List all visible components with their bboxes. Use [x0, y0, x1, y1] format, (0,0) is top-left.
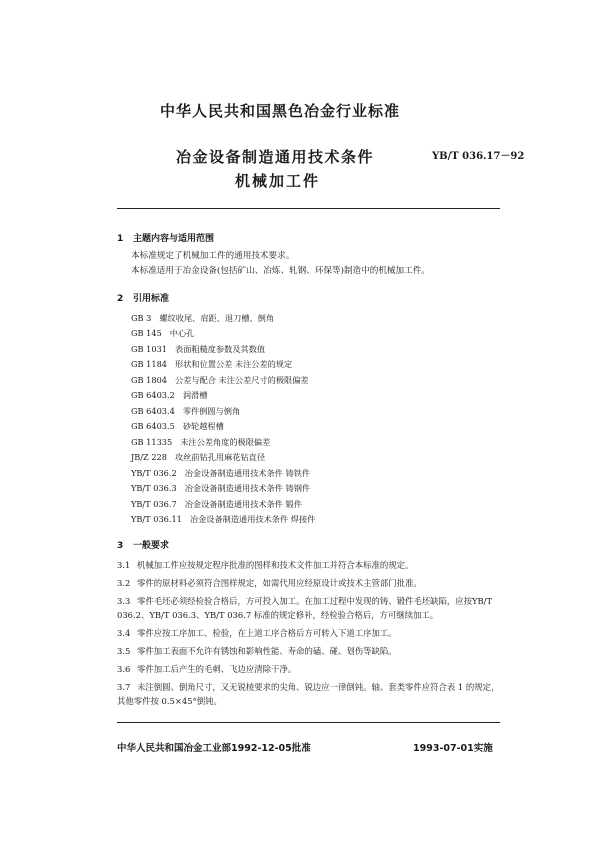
requirement-item [117, 645, 502, 659]
reference-code: GB 1804 [131, 375, 167, 385]
reference-item [131, 437, 270, 448]
reference-title: 表面粗糙度参数及其数值 [175, 344, 266, 354]
reference-item [131, 483, 310, 494]
section-2-title: 引用标准 [133, 294, 170, 304]
requirement-item [117, 681, 502, 708]
section-1-heading [117, 231, 214, 244]
reference-code: GB 11335 [131, 437, 173, 447]
reference-title: 砂轮越程槽 [182, 421, 224, 431]
requirement-text: 零件毛坯必须经检验合格后，方可投入加工。在加工过程中发现的铸、锻件毛坯缺陷，应按YB/T 036.2、YB/T 036.3、YB/T 036.7 标准的规定修补，经检验合格后，方可继续加工。 [117, 596, 493, 620]
reference-item [131, 344, 265, 355]
requirement-text: 零件加工后产生的毛刺、飞边应清除干净。 [137, 664, 297, 674]
requirement-number: 3.2 [117, 578, 131, 588]
document-subtitle: 机械加工件 [235, 172, 321, 190]
reference-title: 零件倒圆与倒角 [182, 406, 241, 416]
footer-divider [117, 722, 500, 723]
reference-item [131, 452, 265, 463]
requirement-number: 3.1 [117, 560, 131, 570]
requirement-number: 3.7 [117, 682, 131, 692]
section-1-para-1: 本标准规定了机械加工件的通用技术要求。 [131, 251, 295, 261]
requirement-number: 3.3 [117, 596, 131, 606]
reference-title: 公差与配合 未注公差尺寸的极限偏差 [175, 375, 309, 385]
reference-code: YB/T 036.11 [131, 514, 182, 524]
reference-code: GB 145 [131, 328, 162, 338]
requirement-item [117, 559, 502, 573]
requirement-text: 零件加工表面不允许有锈蚀和影响性能、寿命的磕、碰、划伤等缺陷。 [137, 646, 397, 656]
reference-title: 冶金设备制造通用技术条件 焊接件 [189, 514, 316, 524]
reference-item [131, 390, 207, 401]
standard-code: YB/T 036.17－92 [432, 151, 525, 162]
reference-title: 冶金设备制造通用技术条件 铸钢件 [184, 483, 311, 493]
reference-code: GB 6403.5 [131, 421, 175, 431]
reference-title: 未注公差角度的极限偏差 [180, 437, 271, 447]
reference-item [131, 375, 309, 386]
reference-code: YB/T 036.3 [131, 483, 177, 493]
reference-code: GB 3 [131, 313, 152, 323]
header-divider [117, 208, 500, 209]
reference-item [131, 328, 194, 339]
requirement-item [117, 577, 502, 591]
issuing-organization: 中华人民共和国黑色冶金行业标准 [160, 102, 401, 120]
requirement-item [117, 595, 502, 622]
section-1-para-2: 本标准适用于冶金设备(包括矿山、冶炼、轧钢、环保等)制造中的机械加工件。 [131, 266, 430, 276]
reference-code: JB/Z 228 [131, 452, 167, 462]
section-2-heading [117, 291, 169, 304]
requirement-text: 未注倒圆、倒角尺寸，又无锐棱要求的尖角、锐边应一律倒钝。轴、套类零件应符合表 1 的规定，其他零件按 0.5×45°倒钝。 [117, 682, 500, 706]
reference-code: GB 1184 [131, 359, 167, 369]
reference-item [131, 468, 310, 479]
reference-title: 中心孔 [169, 328, 195, 338]
effective-date: 1993-07-01实施 [413, 743, 493, 754]
reference-title: 螺纹收尾、肩距、退刀槽、倒角 [159, 313, 275, 323]
requirement-item [117, 627, 502, 641]
requirement-text: 机械加工件应按规定程序批准的图样和技术文件加工并符合本标准的规定。 [137, 560, 414, 570]
reference-title: 冶金设备制造通用技术条件 锻件 [184, 499, 302, 509]
reference-title: 形状和位置公差 未注公差的规定 [175, 359, 293, 369]
reference-title: 润滑槽 [182, 390, 208, 400]
reference-title: 攻丝前钻孔用麻花钻直径 [174, 452, 266, 462]
reference-item [131, 421, 224, 432]
section-3-number: 3 [117, 541, 124, 551]
requirement-text: 零件应按工序加工、检验，在上道工序合格后方可转入下道工序加工。 [137, 628, 397, 638]
section-3-title: 一般要求 [133, 541, 170, 551]
requirement-number: 3.4 [117, 628, 131, 638]
reference-item [131, 313, 274, 324]
document-title: 冶金设备制造通用技术条件 [176, 148, 375, 166]
reference-code: GB 6403.2 [131, 390, 175, 400]
requirement-text: 零件的原材料必须符合图样规定，如需代用应经原设计或技术主管部门批准。 [137, 578, 422, 588]
reference-item [131, 514, 315, 525]
reference-item [131, 359, 292, 370]
approval-line: 中华人民共和国冶金工业部1992-12-05批准 [117, 743, 311, 754]
reference-code: GB 6403.4 [131, 406, 175, 416]
reference-item [131, 406, 240, 417]
reference-code: YB/T 036.7 [131, 499, 177, 509]
section-1-title: 主题内容与适用范围 [133, 234, 215, 244]
reference-item [131, 499, 302, 510]
requirement-item [117, 663, 502, 677]
requirement-number: 3.6 [117, 664, 131, 674]
section-1-number: 1 [117, 234, 124, 244]
reference-title: 冶金设备制造通用技术条件 铸铁件 [184, 468, 311, 478]
requirement-number: 3.5 [117, 646, 131, 656]
section-2-number: 2 [117, 294, 124, 304]
reference-code: YB/T 036.2 [131, 468, 177, 478]
reference-code: GB 1031 [131, 344, 167, 354]
section-3-heading [117, 538, 169, 551]
